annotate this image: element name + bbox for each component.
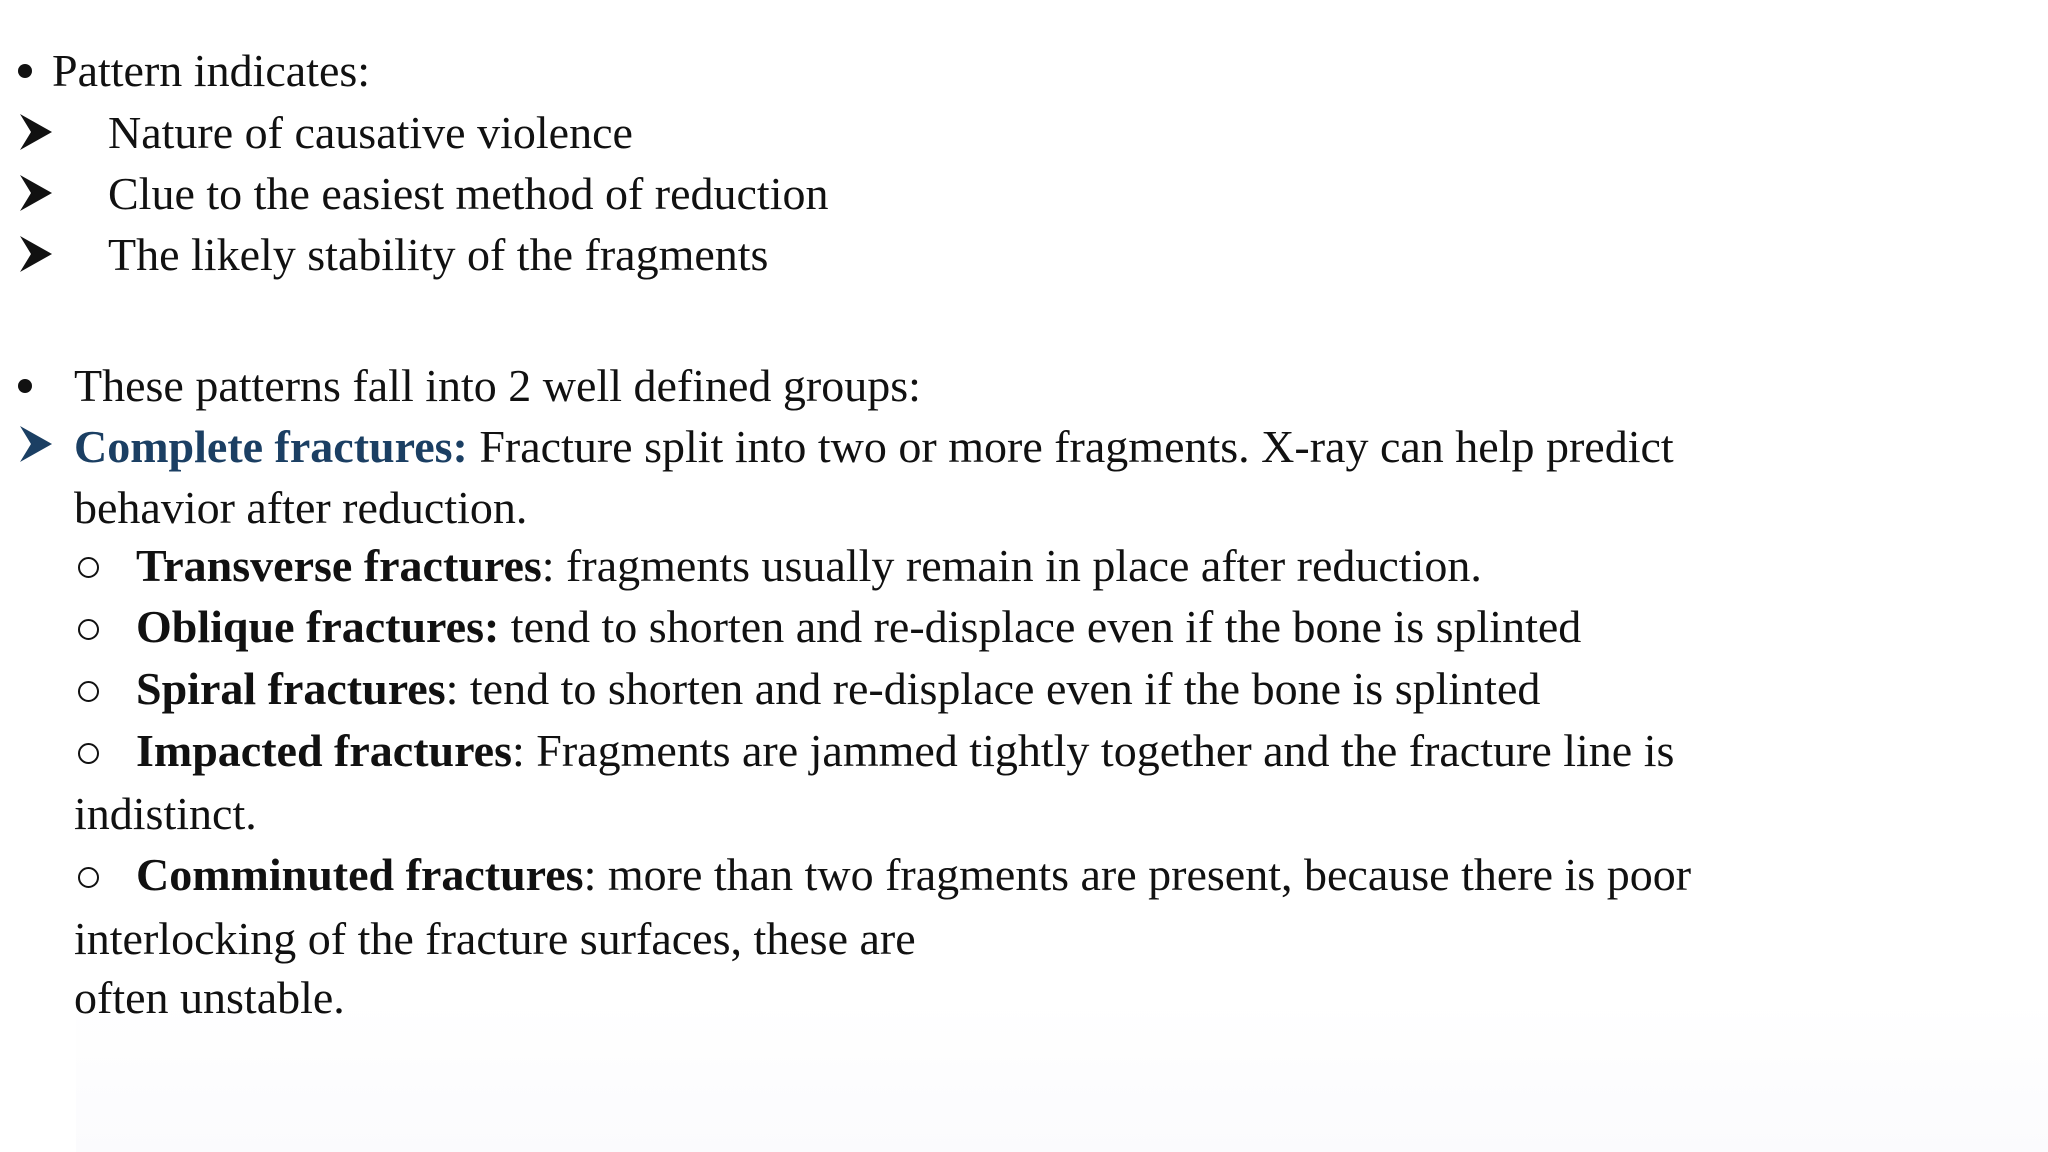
bullet-dot-icon [18, 64, 32, 78]
arrow-bullet-icon [18, 234, 54, 274]
subtype-desc: : more than two fragments are present, because there is poor [583, 849, 1692, 900]
arrow-bullet-icon [18, 424, 54, 464]
sub-bullet-circle-icon [78, 619, 99, 640]
sub-bullet-circle-icon [78, 867, 99, 888]
sub-bullet-circle-icon [78, 681, 99, 702]
complete-fractures-line [74, 421, 1674, 472]
subtype-comminuted [136, 849, 1692, 900]
subtype-spiral [136, 663, 1541, 714]
intro-item: Clue to the easiest method of reduction [108, 168, 829, 219]
bullet-dot-icon [18, 379, 32, 393]
intro-heading: Pattern indicates: [52, 45, 371, 96]
complete-fractures-desc: Fracture split into two or more fragments. X-ray can help predict [467, 421, 1674, 472]
intro-item: The likely stability of the fragments [108, 229, 769, 280]
arrow-bullet-icon [18, 173, 54, 213]
subtype-transverse [136, 540, 1482, 591]
intro-item: Nature of causative violence [108, 107, 633, 158]
sub-bullet-circle-icon [78, 743, 99, 764]
subtype-comminuted-cont: often unstable. [74, 972, 345, 1023]
arrow-bullet-icon [18, 112, 54, 152]
subtype-oblique [136, 601, 1582, 652]
complete-fractures-term: Complete fractures: [74, 421, 468, 472]
subtype-term: Spiral fractures [136, 663, 446, 714]
groups-heading: These patterns fall into 2 well defined groups: [74, 360, 921, 411]
sub-bullet-circle-icon [78, 557, 99, 578]
subtype-impacted [136, 725, 1675, 776]
subtype-impacted-cont: indistinct. [74, 788, 257, 839]
subtype-desc: tend to shorten and re-displace even if the bone is splinted [499, 601, 1582, 652]
subtype-term: Oblique fractures: [136, 601, 500, 652]
subtype-desc: : Fragments are jammed tightly together and the fracture line is [512, 725, 1675, 776]
subtype-term: Comminuted fractures [136, 849, 584, 900]
subtype-term: Impacted fractures [136, 725, 512, 776]
subtype-term: Transverse fractures [136, 540, 542, 591]
subtype-desc: : tend to shorten and re-displace even if the bone is splinted [445, 663, 1541, 714]
background-shade [76, 1000, 2048, 1152]
complete-fractures-desc-cont: behavior after reduction. [74, 482, 528, 533]
subtype-desc: : fragments usually remain in place after reduction. [541, 540, 1482, 591]
subtype-comminuted-cont: interlocking of the fracture surfaces, these are [74, 913, 916, 964]
